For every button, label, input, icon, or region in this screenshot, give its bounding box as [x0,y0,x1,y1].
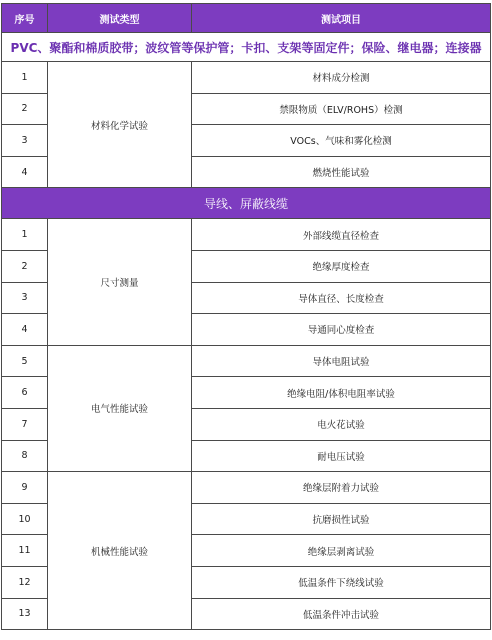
test-item: 导体电阻试验 [192,345,491,377]
row-number: 2 [2,93,48,125]
test-category: 材料化学试验 [48,62,192,188]
test-item: 绝缘层附着力试验 [192,472,491,504]
row-number: 4 [2,314,48,346]
row-number: 5 [2,345,48,377]
row-number: 6 [2,377,48,409]
test-category: 机械性能试验 [48,472,192,630]
row-number: 1 [2,62,48,94]
table-row [2,62,491,94]
table-row [2,472,491,504]
row-number: 9 [2,472,48,504]
table-row [2,219,491,251]
table-row [2,345,491,377]
table-header-row [2,4,491,33]
row-number: 4 [2,156,48,188]
header-test-item: 测试项目 [192,4,491,33]
test-item: 绝缘电阻/体积电阻率试验 [192,377,491,409]
header-serial-number: 序号 [2,4,48,33]
row-number: 12 [2,566,48,598]
test-item: 电火花试验 [192,408,491,440]
test-item: 低温条件冲击试验 [192,598,491,630]
test-item: 绝缘厚度检查 [192,250,491,282]
row-number: 11 [2,535,48,567]
test-item: 材料成分检测 [192,62,491,94]
test-item: 导体直径、长度检查 [192,282,491,314]
test-items-table [1,3,491,630]
test-item: 绝缘层剥离试验 [192,535,491,567]
test-item: VOCs、气味和雾化检测 [192,125,491,157]
row-number: 10 [2,503,48,535]
test-item: 导通同心度检查 [192,314,491,346]
test-item: 禁限物质（ELV/ROHS）检测 [192,93,491,125]
header-test-type: 测试类型 [48,4,192,33]
row-number: 8 [2,440,48,472]
test-category: 电气性能试验 [48,345,192,471]
section-title: 导线、屏蔽线缆 [2,188,491,219]
row-number: 3 [2,282,48,314]
test-item: 耐电压试验 [192,440,491,472]
row-number: 2 [2,250,48,282]
test-item: 抗磨损性试验 [192,503,491,535]
test-item: 外部线缆直径检查 [192,219,491,251]
test-category: 尺寸测量 [48,219,192,345]
group-title: PVC、聚酯和棉质胶带；波纹管等保护管；卡扣、支架等固定件；保险、继电器；连接器 [2,33,491,62]
section-header-wires [2,188,491,219]
row-number: 7 [2,408,48,440]
row-number: 3 [2,125,48,157]
group-header-materials [2,33,491,62]
row-number: 1 [2,219,48,251]
row-number: 13 [2,598,48,630]
test-item: 低温条件下绕线试验 [192,566,491,598]
test-item: 燃烧性能试验 [192,156,491,188]
